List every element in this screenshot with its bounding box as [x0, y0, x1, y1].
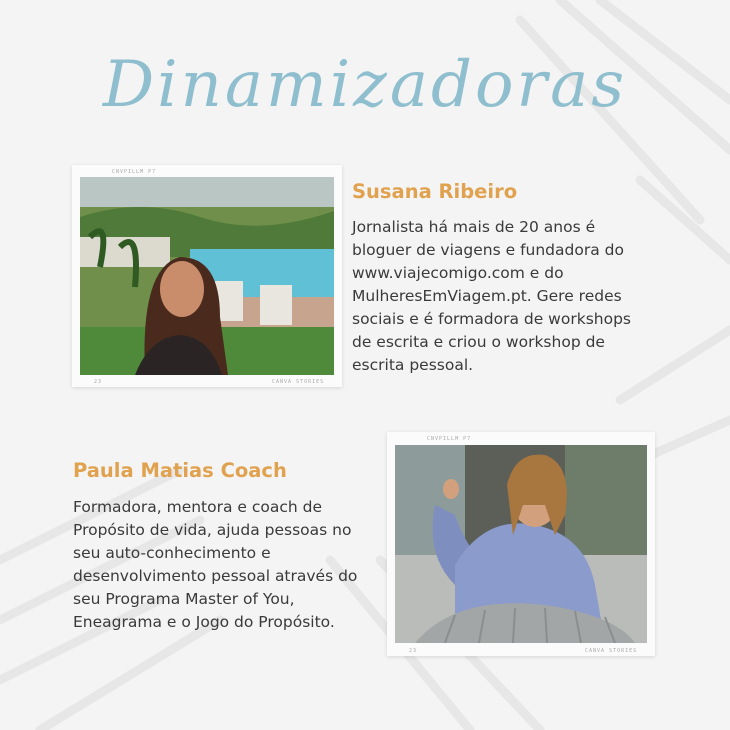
- frame-number: 23: [94, 379, 103, 385]
- photo-frame-paula: [387, 432, 655, 656]
- woman-sitting-photo: [395, 445, 647, 643]
- page-title: Dinamizadoras: [102, 48, 628, 122]
- photo-paula-matias: [395, 445, 647, 643]
- frame-number: 23: [409, 648, 418, 654]
- host-bio-paula: Formadora, mentora e coach de Propósito de vida, ajuda pessoas no seu auto-conhecimento e desenvolvimento pessoal através do seu Programa Master of You, Eneagrama e o Jogo do Propósito.: [73, 498, 358, 631]
- film-caption: CNVPILLM P7: [112, 169, 157, 175]
- photo-susana-ribeiro: [80, 177, 334, 375]
- host-bio-susana: Jornalista há mais de 20 anos é bloguer de viagens e fundadora do www.viajecomigo.com e do MulheresEmViagem.pt. Gere redes sociais e é formadora de workshops de escrita e criou o workshop de escrita pessoal.: [352, 218, 631, 374]
- resort-pool-photo: [80, 177, 334, 375]
- film-caption: CNVPILLM P7: [427, 436, 472, 442]
- host-name-paula: Paula Matias Coach: [73, 459, 287, 482]
- photo-frame-susana: [72, 165, 342, 387]
- frame-brand: CANVA STORIES: [272, 379, 325, 385]
- frame-brand: CANVA STORIES: [585, 648, 638, 654]
- host-name-susana: Susana Ribeiro: [352, 180, 518, 203]
